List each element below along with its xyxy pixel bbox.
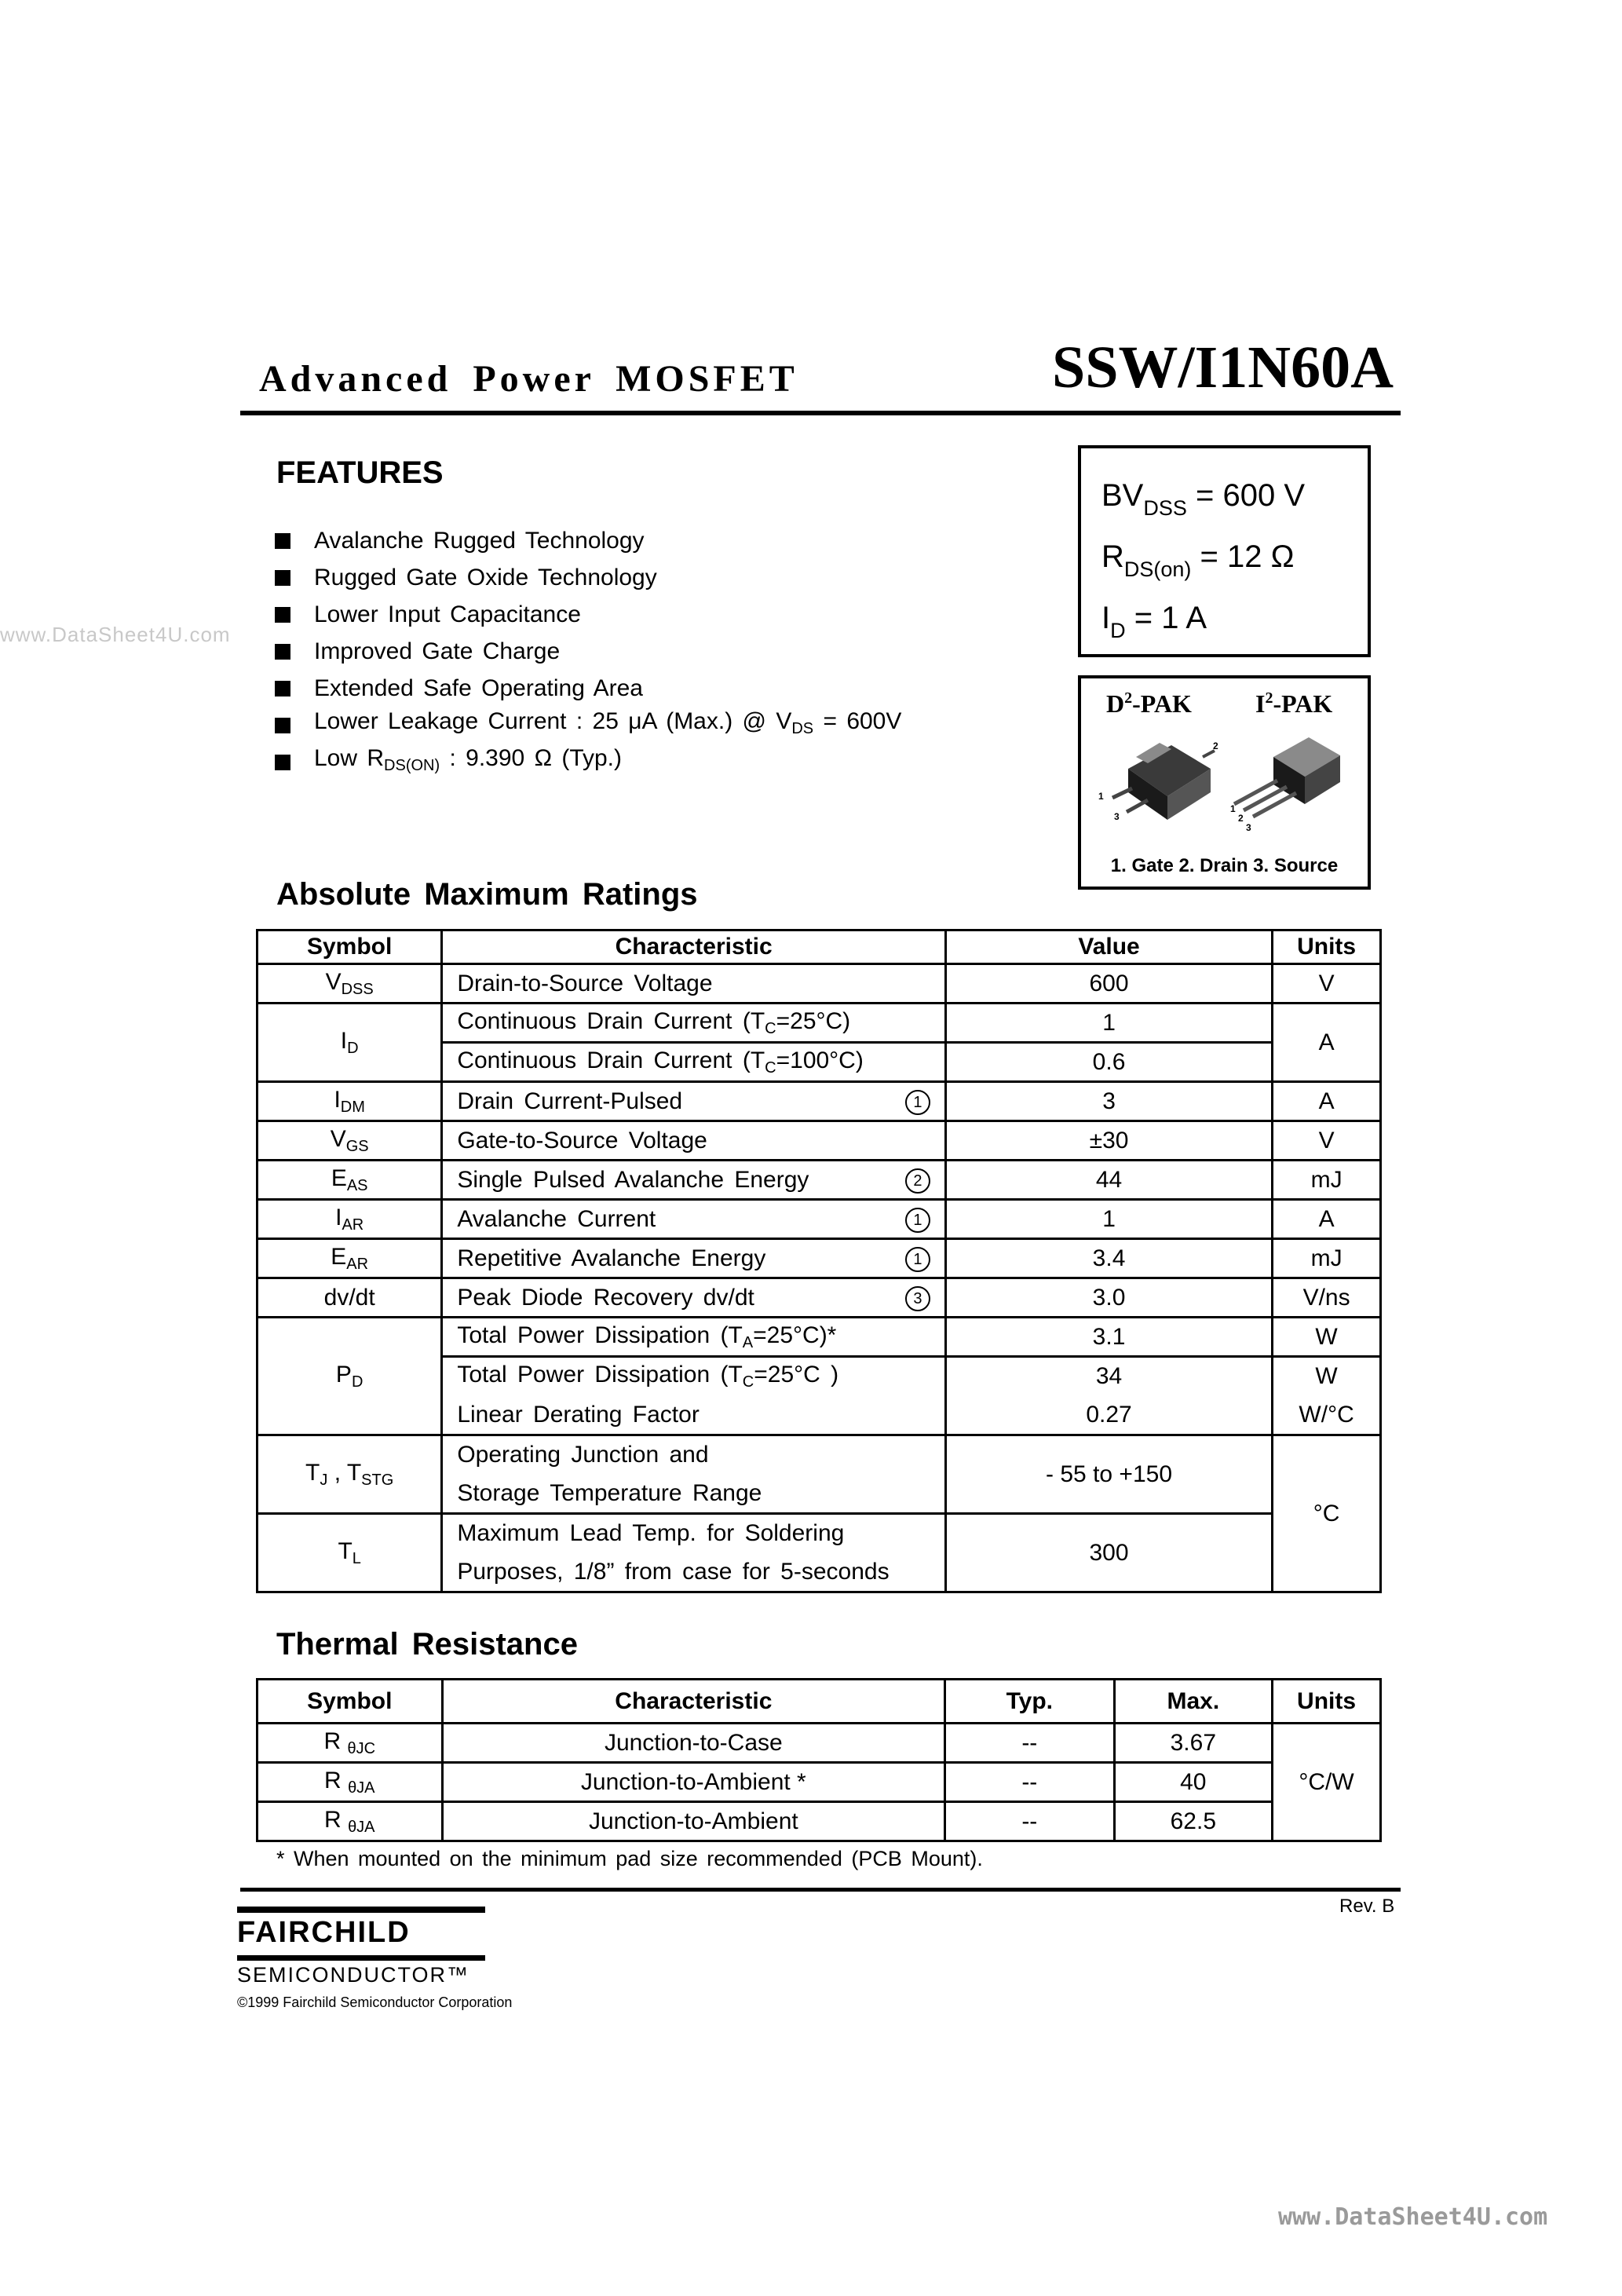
spec-rdson: $R_{DS(on)} = 12$ Ω (1101, 539, 1295, 581)
note-marker: 1 (905, 1247, 930, 1272)
features-title: FEATURES (276, 455, 444, 490)
col-value: Value (945, 930, 1272, 964)
package-drawing (1081, 726, 1368, 851)
pin-caption: 1. Gate 2. Drain 3. Source (1110, 855, 1339, 876)
table-row: $T_J$ , $T_{STG}$ Operating Junction and - 55 to +150 °C (258, 1435, 1381, 1475)
note-marker: 2 (905, 1168, 930, 1194)
logo-bar-top (237, 1907, 485, 1913)
feature-item: Lower Input Capacitance (275, 596, 901, 633)
d2pak-pin1-label: 1 (1098, 791, 1104, 802)
d2pak-pin2-label: 2 (1213, 740, 1218, 751)
table-row: R $_{\theta JC}$ Junction-to-Case -- 3.67 °C/W (258, 1724, 1381, 1763)
table-header-row (258, 1680, 1381, 1724)
table-row: $I_{DM}$ Drain Current-Pulsed 1 3 A (258, 1082, 1381, 1121)
feature-item: Low $R_{DS(ON)}$ : 9.390 Ω (Typ.) (275, 744, 901, 781)
col-symbol: Symbol (258, 1680, 443, 1724)
table-row: Purposes, 1/8” from case for 5-seconds (258, 1553, 1381, 1592)
note-marker: 1 (905, 1208, 930, 1233)
i2pak-pin1-label: 1 (1230, 803, 1236, 814)
col-typ: Typ. (945, 1680, 1114, 1724)
watermark-bottom: www.DataSheet4U.com (1278, 2203, 1548, 2231)
table-row: R $_{\theta JA}$ Junction-to-Ambient * -- 40 (258, 1763, 1381, 1802)
company-logo: FAIRCHILD (237, 1916, 411, 1949)
logo-bar-bottom (237, 1955, 485, 1961)
d2pak-pin3-label: 3 (1114, 811, 1120, 822)
bullet-icon (275, 607, 290, 623)
footnote: * When mounted on the minimum pad size recommended (PCB Mount). (276, 1847, 983, 1870)
feature-item: Lower Leakage Current : 25 μA (Max.) @ $V_{DS} = 600V$ (275, 707, 901, 744)
i2pak-package-icon (1234, 737, 1340, 817)
col-max: Max. (1114, 1680, 1273, 1724)
table-row: $P_D$ Total Power Dissipation $(T_A=25^\circ C)*$ 3.1 W (258, 1318, 1381, 1357)
table-row: Continuous Drain Current $(T_C=100^\circ C)$ 0.6 (258, 1043, 1381, 1082)
table-header-row (258, 930, 1381, 964)
table-row: Linear Derating Factor 0.27 W/°C (258, 1396, 1381, 1435)
feature-item: Improved Gate Charge (275, 633, 901, 670)
col-characteristic: Characteristic (442, 930, 946, 964)
table-row: $I_D$ Continuous Drain Current $(T_C=25^\circ C)$ 1 A (258, 1004, 1381, 1043)
note-marker: 3 (905, 1286, 930, 1311)
thermal-table (256, 1678, 1382, 1842)
table-row: $V_{GS}$ Gate-to-Source Voltage ±30 V (258, 1121, 1381, 1161)
watermark-side: www.DataSheet4U.com (0, 623, 231, 646)
features-list (275, 522, 901, 781)
feature-item: Extended Safe Operating Area (275, 670, 901, 707)
table-row: Storage Temperature Range (258, 1475, 1381, 1514)
abs-max-table (256, 929, 1382, 1593)
table-row: R $_{\theta JA}$ Junction-to-Ambient -- 62.5 (258, 1802, 1381, 1841)
thermal-title: Thermal Resistance (276, 1627, 578, 1662)
col-symbol: Symbol (258, 930, 442, 964)
col-units: Units (1273, 930, 1381, 964)
bullet-icon (275, 570, 290, 586)
part-number: SSW/I1N60A (1052, 335, 1394, 400)
feature-item: Rugged Gate Oxide Technology (275, 559, 901, 596)
table-row: $T_L$ Maximum Lead Temp. for Soldering 300 (258, 1514, 1381, 1553)
company-logo-sub: SEMICONDUCTOR™ (237, 1963, 470, 1987)
table-row: $I_{AR}$ Avalanche Current 1 1 A (258, 1200, 1381, 1239)
col-units: Units (1273, 1680, 1381, 1724)
d2pak-label: $D^2$-PAK (1106, 689, 1192, 718)
bullet-icon (275, 644, 290, 660)
document-subtitle: Advanced Power MOSFET (259, 358, 798, 400)
d2pak-package-icon (1112, 743, 1215, 820)
copyright: ©1999 Fairchild Semiconductor Corporation (237, 1994, 513, 2010)
spec-id: $I_D = 1$ A (1101, 601, 1207, 642)
table-row: $E_{AR}$ Repetitive Avalanche Energy 1 3.4 mJ (258, 1239, 1381, 1278)
table-row: Total Power Dissipation ($T_C=25^\circ C$ ) 34 W (258, 1357, 1381, 1396)
key-specs-box (1078, 445, 1371, 657)
header-rule (240, 411, 1401, 415)
bullet-icon (275, 681, 290, 696)
abs-max-title: Absolute Maximum Ratings (276, 877, 698, 912)
package-box (1078, 675, 1371, 890)
bullet-icon (275, 718, 290, 733)
i2pak-pin2-label: 2 (1238, 813, 1244, 824)
spec-bvdss: $BV_{DSS} = 600$ V (1101, 478, 1306, 520)
i2pak-label: $I^2$-PAK (1255, 689, 1333, 718)
revision: Rev. B (1339, 1896, 1395, 1917)
bullet-icon (275, 533, 290, 549)
footer-rule (240, 1888, 1401, 1892)
bullet-icon (275, 755, 290, 770)
table-row: dv/dt Peak Diode Recovery dv/dt 3 3.0 V/ns (258, 1278, 1381, 1318)
feature-item: Avalanche Rugged Technology (275, 522, 901, 559)
table-row: $V_{DSS}$ Drain-to-Source Voltage 600 V (258, 964, 1381, 1004)
col-characteristic: Characteristic (442, 1680, 945, 1724)
table-row: $E_{AS}$ Single Pulsed Avalanche Energy 2 44 mJ (258, 1161, 1381, 1200)
note-marker: 1 (905, 1090, 930, 1115)
i2pak-pin3-label: 3 (1246, 822, 1251, 833)
